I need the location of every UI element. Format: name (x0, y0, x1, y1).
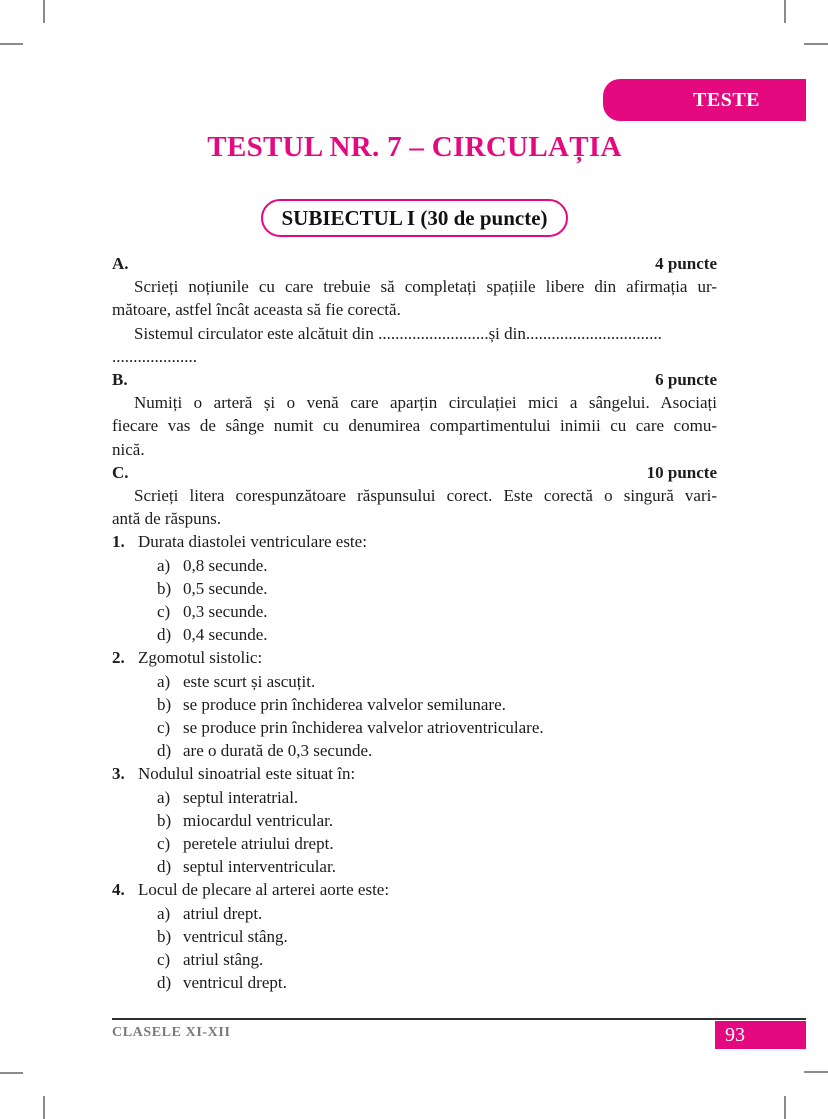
option-letter: a) (157, 787, 171, 807)
section-a-line: Scrieți noțiunile cu care trebuie să completați spațiile libere din afirmația ur- (134, 277, 717, 297)
question-2-number: 2. (112, 648, 125, 668)
footer-series-label: CLASELE XI-XII (112, 1025, 231, 1040)
crop-mark-top-right-vertical (784, 0, 786, 23)
section-a-fill-in-line: Sistemul circulator este alcătuit din ..........................și din................................ (134, 323, 662, 343)
section-c-label: C. (112, 462, 129, 482)
option-letter: c) (157, 950, 171, 970)
section-c-points: 10 puncte (646, 462, 717, 482)
question-1 (112, 530, 717, 553)
crop-mark-bottom-left-vertical (43, 1096, 45, 1119)
option-text: are o durată de 0,3 secunde. (183, 741, 373, 761)
option-letter: b) (157, 694, 172, 714)
crop-mark-top-left-horizontal (0, 43, 23, 45)
footer-rule (112, 1018, 806, 1020)
option-text: 0,8 secunde. (183, 555, 268, 575)
option-letter: a) (157, 671, 171, 691)
question-2-option-c (157, 716, 717, 739)
question-3-number: 3. (112, 764, 125, 784)
question-3-text: Nodulul sinoatrial este situat în: (138, 764, 356, 784)
option-text: miocardul ventricular. (183, 810, 334, 830)
crop-mark-bottom-right-horizontal (804, 1071, 828, 1073)
option-letter: a) (157, 903, 171, 923)
question-4-option-d (157, 971, 717, 994)
option-letter: d) (157, 973, 172, 993)
question-1-option-d (157, 623, 717, 646)
question-4-option-c (157, 948, 717, 971)
section-a-points: 4 puncte (655, 254, 717, 273)
section-a-line: mătoare, astfel încât aceasta să fie corectă. (112, 300, 401, 320)
question-4-option-a (157, 902, 717, 925)
option-letter: d) (157, 741, 172, 761)
question-3-option-a (157, 786, 717, 809)
question-2-option-a (157, 670, 717, 693)
question-3-option-d (157, 855, 717, 878)
crop-mark-top-right-horizontal (804, 43, 828, 45)
option-text: septul interatrial. (183, 787, 299, 807)
option-text: peretele atriului drept. (183, 834, 334, 854)
section-b-label: B. (112, 370, 128, 390)
question-2-option-b (157, 693, 717, 716)
question-1-option-c (157, 600, 717, 623)
option-letter: a) (157, 555, 171, 575)
section-a-label: A. (112, 254, 129, 273)
option-letter: b) (157, 926, 172, 946)
option-text: ventricul stâng. (183, 926, 288, 946)
section-c-line: antă de răspuns. (112, 509, 222, 529)
question-3 (112, 762, 717, 785)
section-b-line: nică. (112, 439, 145, 459)
question-4-number: 4. (112, 880, 125, 900)
option-text: 0,4 secunde. (183, 625, 268, 645)
section-a-heading (112, 252, 717, 275)
option-text: 0,3 secunde. (183, 602, 268, 622)
test-body (112, 252, 717, 995)
option-letter: b) (157, 810, 172, 830)
option-text: este scurt și ascuțit. (183, 671, 316, 691)
section-a-fill-in-line: .................... (112, 346, 197, 366)
teste-badge-label: TESTE (693, 88, 760, 111)
question-1-text: Durata diastolei ventriculare este: (138, 532, 367, 552)
option-letter: d) (157, 857, 172, 877)
question-1-option-b (157, 577, 717, 600)
option-text: 0,5 secunde. (183, 578, 268, 598)
option-letter: c) (157, 718, 171, 738)
page-title: TESTUL NR. 7 – CIRCULAȚIA (207, 131, 622, 163)
option-text: ventricul drept. (183, 973, 287, 993)
option-letter: b) (157, 578, 172, 598)
option-text: atriul stâng. (183, 950, 264, 970)
section-b-heading (112, 368, 717, 391)
question-2-option-d (157, 739, 717, 762)
section-b-line: Numiți o arteră și o venă care aparțin circulației mici a sângelui. Asociați (134, 393, 717, 413)
question-4-option-b (157, 925, 717, 948)
question-4-text: Locul de plecare al arterei aorte este: (138, 880, 390, 900)
question-4 (112, 878, 717, 901)
option-letter: c) (157, 602, 171, 622)
question-2-text: Zgomotul sistolic: (138, 648, 263, 668)
page-number: 93 (725, 1023, 745, 1046)
section-b-line: fiecare vas de sânge numit cu denumirea compartimentului inimii cu care comu- (112, 416, 717, 436)
question-2 (112, 646, 717, 669)
option-text: atriul drept. (183, 903, 263, 923)
option-text: se produce prin închiderea valvelor semilunare. (183, 694, 506, 714)
subject-box-label: SUBIECTUL I (30 de puncte) (281, 205, 548, 230)
option-text: septul interventricular. (183, 857, 336, 877)
option-letter: c) (157, 834, 171, 854)
section-c-line: Scrieți litera corespunzătoare răspunsului corect. Este corectă o singură vari- (134, 486, 717, 506)
crop-mark-bottom-left-horizontal (0, 1072, 23, 1074)
section-b-points: 6 puncte (655, 370, 717, 390)
question-3-option-b (157, 809, 717, 832)
question-3-option-c (157, 832, 717, 855)
crop-mark-bottom-right-vertical (784, 1096, 786, 1119)
subject-box (261, 199, 568, 237)
option-letter: d) (157, 625, 172, 645)
question-1-option-a (157, 554, 717, 577)
page-number-box (715, 1021, 806, 1049)
option-text: se produce prin închiderea valvelor atrioventriculare. (183, 718, 544, 738)
crop-mark-top-left-vertical (43, 0, 45, 23)
question-1-number: 1. (112, 532, 125, 552)
teste-chapter-badge (603, 79, 806, 121)
section-c-heading (112, 461, 717, 484)
